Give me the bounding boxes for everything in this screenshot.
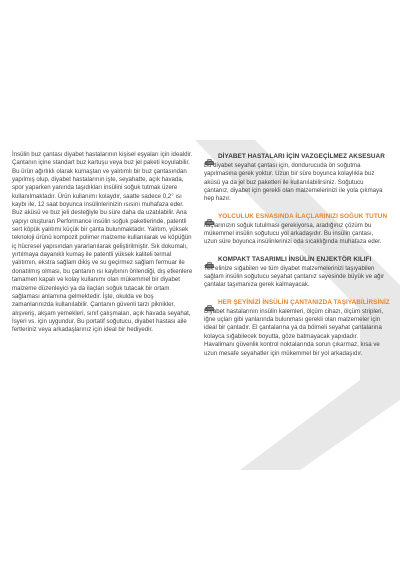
feature-section-header [204,256,388,263]
feature-section-header [204,213,388,220]
feature-section-title: YOLCULUK ESNASINDA İLAÇLARINIZI SOĞUK TUTUN [218,212,388,220]
feature-section-header [204,153,388,160]
left-column [12,151,195,335]
feature-section-body: İlaçlarınızın soğuk tutulması gerekiyorsa, aradığınız çözüm bu mükemmel insülin soğutucu yol arkadaşıdır. Bu insülin çantası, uzun süre boyunca insülinlerinizi oda sıcaklığında muhafaza eder. [204,221,382,246]
travel-case-icon [204,213,215,220]
feature-section-title: DİYABET HASTALARI İÇİN VAZGEÇİLMEZ AKSESUAR [218,153,385,160]
feature-section-title: KOMPAKT TASARIMLI İNSÜLİN ENJEKTÖR KILIFI [218,255,372,263]
carry-case-icon [204,299,215,306]
feature-section-body: Bu diyabet seyahat çantası için, dondurucuda ön soğutma yapılmasına gerek yoktur. Uzun bir süre boyunca kolaylıkla buz aküsü ya da jel buz paketleri ile kullanılabilirsiniz. Soğutucu çantanız, diyabet için gerekli olan malzemelerinizi ile yola çıkmaya hep hazır. [204,162,383,203]
feature-section [204,213,388,247]
feature-section-body: Diyabet hastalarının insülin kalemleri, ölçüm cihazı, ölçüm stripleri, iğne uçları gibi yanlarında bulunması gerekli olan malzemeler için ideal bir çantadır. El çantalarına ya da bölmeli seyahat çantalarına kolayca sığabilecek boyutta, göze batmayacak yapıdadır. Havalimanı güvenlik kontrol noktalarında sorun çıkarmaz, kısa ve uzun mesafe seyahatler için mükemmel bir yol arkadaşıdır. [204,307,384,357]
feature-section [204,256,388,290]
feature-section [204,299,388,358]
injector-case-icon [204,256,215,263]
right-column [204,153,388,367]
product-description-paragraph: İnsülin buz çantası diyabet hastalarının kişisel eşyaları için idealdir. Çantanın içine standart buz kartuşu veya buz jel paketi koyulabilir. Bu ürün ağırlıklı olarak kumaştan ve yalıtımlı bir buz çantasından yapılmış olup, diyabet hastalarının işte, seyahatte, açık havada, spor yaparken yanında taşıdıkları insülini soğuk tutmak üzere kullanılmaktadır. Ürün kullanımı kolaydır, saatte sadece 0,2° ısı kaybı ile, 12 saat boyunca insülinlerinizin ısısını muhafaza eder. Buz aküsü ve buz jeli desteğiyle bu süre daha da uzatılabilir. Ana yapıyı oluşturan Performance insülin soğuk paketlerinde, patentli sert köpük yalıtımı küçük bir çanta bulunmaktadır. Yalıtım, yüksek teknoloji ürünü kompozit polimer malzeme kullanılarak ve köpüğün iç hücresel yapısından yararlanılarak geliştirilmiştir. Sık dokumalı, yırtılmaya dayanıklı kumaş ile patentli yüksek kaliteli termal yalıtımın, ekstra sağlam dikiş ve su geçirmez sağlam fermuar ile donatılmış olması, bu çantanın ısı kaybının önlendiği, dış etkenlere tamamen kapalı ve kolay kullanımı olan mükemmel bir diyabet malzeme düzenleyici ya da ilaçları soğuk tutacak bir ortam sağlaması anlamına gelmektedir. İşte, okulda ve boş zamanlarınızda kullanılabilir. Çantanın güvenli tarzı piknikler, alışveriş, akşam yemekleri, sınıf çalışmaları, açık havada seyahat, İsyeri vs. için uygundur. Bu portatif soğutucu, diyabet hastası aile fertleriniz veya arkadaşlarınız için ideal bir hediyedir. [12,151,193,334]
feature-section-body: Tek elinize sığabilen ve tüm diyabet malzemelerinizi taşıyabilen sağlam insülin soğutucu seyahat çantanız sayesinde büyük ve ağır çantalar taşımanıza gerek kalmayacak. [204,264,385,289]
feature-section-title: HER ŞEYİNİZİ İNSÜLİN ÇANTANIZDA TAŞIYABİLİRSİNİZ [218,298,390,306]
diabetes-case-icon [204,153,215,160]
feature-section-header [204,299,388,306]
feature-section [204,153,388,204]
